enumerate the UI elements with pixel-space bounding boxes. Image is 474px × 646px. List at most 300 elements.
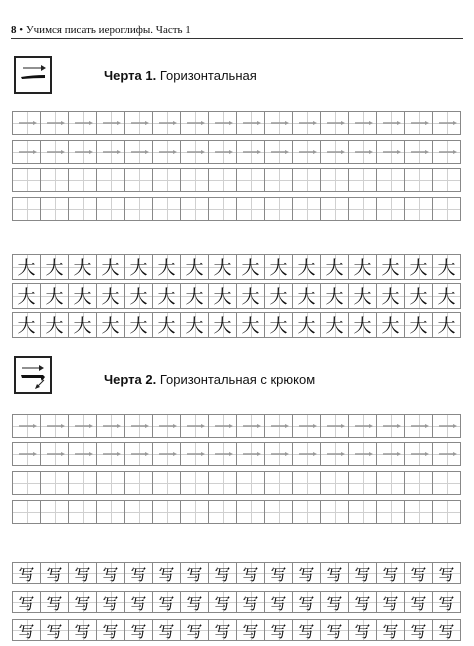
character-glyph: 大 — [353, 258, 372, 279]
trace-stroke — [69, 141, 98, 165]
guide-line-horizontal — [377, 512, 404, 513]
character-glyph: 大 — [185, 287, 204, 308]
character-cell — [208, 283, 237, 309]
page-header — [11, 24, 463, 39]
character-glyph: 大 — [213, 316, 232, 337]
trace-cell — [96, 140, 125, 164]
character-row — [12, 283, 461, 309]
trace-stroke — [349, 415, 378, 439]
guide-line-horizontal — [293, 209, 320, 210]
trace-stroke — [433, 112, 462, 136]
practice-cell — [180, 168, 209, 192]
character-cell — [292, 312, 321, 338]
character-glyph: 写 — [214, 564, 231, 584]
character-glyph: 大 — [157, 287, 176, 308]
character-glyph: 写 — [438, 593, 455, 613]
practice-cell — [432, 197, 461, 221]
trace-stroke — [265, 415, 294, 439]
trace-stroke — [97, 141, 126, 165]
guide-line-horizontal — [265, 209, 292, 210]
trace-stroke — [237, 415, 266, 439]
horizontal-stroke-icon — [14, 56, 52, 94]
character-cell — [348, 562, 377, 584]
trace-stroke — [321, 443, 350, 467]
character-cell — [292, 562, 321, 584]
character-glyph: 写 — [158, 621, 175, 641]
trace-stroke — [13, 443, 42, 467]
practice-cell — [152, 168, 181, 192]
practice-cell — [376, 471, 405, 495]
header-bullet: • — [19, 24, 24, 36]
trace-cell — [12, 442, 41, 466]
guide-line-horizontal — [153, 483, 180, 484]
practice-cell — [236, 197, 265, 221]
guide-line-horizontal — [97, 209, 124, 210]
trace-row — [12, 442, 461, 466]
character-row — [12, 591, 461, 613]
trace-cell — [208, 111, 237, 135]
character-glyph: 写 — [46, 564, 63, 584]
trace-cell — [180, 414, 209, 438]
trace-stroke — [153, 112, 182, 136]
trace-cell — [12, 414, 41, 438]
guide-line-horizontal — [265, 483, 292, 484]
guide-line-horizontal — [153, 512, 180, 513]
trace-stroke — [209, 415, 238, 439]
guide-line-horizontal — [97, 512, 124, 513]
character-cell — [40, 254, 69, 280]
practice-cell — [180, 197, 209, 221]
character-glyph: 写 — [438, 621, 455, 641]
practice-cell — [208, 197, 237, 221]
character-cell — [96, 283, 125, 309]
character-glyph: 大 — [381, 258, 400, 279]
trace-stroke — [69, 443, 98, 467]
trace-stroke — [125, 443, 154, 467]
character-glyph: 大 — [73, 258, 92, 279]
character-glyph: 大 — [325, 287, 344, 308]
trace-stroke — [377, 141, 406, 165]
trace-cell — [40, 140, 69, 164]
trace-cell — [208, 414, 237, 438]
guide-line-horizontal — [125, 180, 152, 181]
character-glyph: 写 — [326, 621, 343, 641]
character-cell — [180, 562, 209, 584]
practice-cell — [404, 500, 433, 524]
trace-cell — [68, 414, 97, 438]
character-cell — [180, 619, 209, 641]
character-cell — [96, 619, 125, 641]
character-cell — [432, 283, 461, 309]
section-1-title — [104, 68, 257, 83]
character-glyph: 写 — [74, 621, 91, 641]
character-glyph: 写 — [410, 621, 427, 641]
character-glyph: 大 — [325, 316, 344, 337]
character-glyph: 写 — [354, 564, 371, 584]
character-cell — [320, 312, 349, 338]
character-cell — [96, 562, 125, 584]
character-glyph: 大 — [101, 316, 120, 337]
guide-line-horizontal — [377, 180, 404, 181]
practice-cell — [432, 500, 461, 524]
section-1-title-number: Черта 1. — [104, 68, 157, 83]
character-glyph: 写 — [214, 593, 231, 613]
guide-line-horizontal — [433, 209, 460, 210]
guide-line-horizontal — [153, 180, 180, 181]
character-cell — [180, 254, 209, 280]
character-cell — [432, 619, 461, 641]
practice-cell — [208, 471, 237, 495]
guide-line-horizontal — [181, 483, 208, 484]
character-cell — [236, 283, 265, 309]
trace-cell — [152, 414, 181, 438]
character-glyph: 大 — [437, 316, 456, 337]
character-glyph: 写 — [130, 593, 147, 613]
practice-cell — [376, 197, 405, 221]
trace-cell — [40, 111, 69, 135]
trace-cell — [432, 140, 461, 164]
practice-cell — [40, 168, 69, 192]
practice-cell — [68, 197, 97, 221]
guide-line-horizontal — [237, 180, 264, 181]
character-glyph: 写 — [18, 564, 35, 584]
guide-line-horizontal — [237, 512, 264, 513]
guide-line-horizontal — [293, 483, 320, 484]
trace-cell — [320, 140, 349, 164]
practice-row — [12, 168, 461, 192]
character-glyph: 写 — [382, 621, 399, 641]
character-cell — [348, 283, 377, 309]
character-glyph: 写 — [326, 564, 343, 584]
trace-cell — [292, 414, 321, 438]
practice-cell — [292, 168, 321, 192]
character-cell — [404, 254, 433, 280]
guide-line-horizontal — [41, 180, 68, 181]
character-glyph: 写 — [18, 593, 35, 613]
guide-line-horizontal — [97, 483, 124, 484]
character-glyph: 大 — [269, 258, 288, 279]
trace-stroke — [237, 443, 266, 467]
practice-cell — [124, 500, 153, 524]
trace-stroke — [209, 112, 238, 136]
trace-cell — [348, 442, 377, 466]
character-glyph: 大 — [73, 287, 92, 308]
guide-line-horizontal — [181, 209, 208, 210]
trace-stroke — [41, 141, 70, 165]
character-glyph: 大 — [73, 316, 92, 337]
character-cell — [12, 283, 41, 309]
trace-stroke — [433, 415, 462, 439]
trace-cell — [432, 111, 461, 135]
trace-cell — [236, 111, 265, 135]
character-cell — [12, 562, 41, 584]
trace-cell — [264, 414, 293, 438]
trace-cell — [12, 111, 41, 135]
character-glyph: 大 — [185, 258, 204, 279]
character-glyph: 大 — [17, 258, 36, 279]
character-cell — [348, 312, 377, 338]
character-glyph: 大 — [185, 316, 204, 337]
practice-cell — [40, 500, 69, 524]
character-cell — [152, 312, 181, 338]
guide-line-horizontal — [377, 483, 404, 484]
guide-line-horizontal — [13, 180, 40, 181]
practice-cell — [40, 197, 69, 221]
practice-cell — [432, 471, 461, 495]
character-cell — [348, 591, 377, 613]
character-cell — [348, 254, 377, 280]
trace-cell — [180, 442, 209, 466]
trace-cell — [68, 140, 97, 164]
character-glyph: 写 — [298, 564, 315, 584]
character-cell — [12, 619, 41, 641]
character-glyph: 大 — [157, 258, 176, 279]
guide-line-horizontal — [209, 483, 236, 484]
character-cell — [432, 312, 461, 338]
trace-cell — [96, 442, 125, 466]
practice-cell — [152, 197, 181, 221]
trace-stroke — [265, 112, 294, 136]
practice-cell — [68, 168, 97, 192]
character-cell — [152, 619, 181, 641]
character-cell — [152, 562, 181, 584]
guide-line-horizontal — [125, 483, 152, 484]
trace-stroke — [321, 415, 350, 439]
trace-stroke — [433, 443, 462, 467]
character-glyph: 写 — [410, 593, 427, 613]
guide-line-horizontal — [181, 180, 208, 181]
character-cell — [376, 619, 405, 641]
guide-line-horizontal — [265, 180, 292, 181]
practice-cell — [292, 471, 321, 495]
trace-cell — [180, 111, 209, 135]
character-cell — [292, 254, 321, 280]
character-cell — [404, 312, 433, 338]
practice-cell — [292, 500, 321, 524]
practice-cell — [12, 197, 41, 221]
guide-line-horizontal — [153, 209, 180, 210]
trace-cell — [12, 140, 41, 164]
character-cell — [12, 591, 41, 613]
character-glyph: 大 — [241, 258, 260, 279]
practice-cell — [96, 500, 125, 524]
guide-line-horizontal — [433, 512, 460, 513]
trace-row — [12, 140, 461, 164]
section-2-title-text: Горизонтальная с крюком — [159, 372, 316, 387]
trace-stroke — [181, 112, 210, 136]
guide-line-horizontal — [293, 180, 320, 181]
character-glyph: 大 — [129, 258, 148, 279]
practice-cell — [96, 197, 125, 221]
trace-stroke — [293, 141, 322, 165]
guide-line-horizontal — [349, 483, 376, 484]
character-cell — [348, 619, 377, 641]
trace-cell — [376, 111, 405, 135]
trace-stroke — [97, 443, 126, 467]
character-cell — [40, 591, 69, 613]
practice-cell — [404, 197, 433, 221]
practice-cell — [320, 500, 349, 524]
character-glyph: 写 — [298, 593, 315, 613]
practice-row — [12, 471, 461, 495]
practice-cell — [236, 471, 265, 495]
trace-cell — [124, 442, 153, 466]
trace-cell — [348, 140, 377, 164]
character-glyph: 大 — [297, 258, 316, 279]
practice-cell — [12, 500, 41, 524]
character-cell — [376, 283, 405, 309]
trace-cell — [264, 111, 293, 135]
trace-stroke — [13, 112, 42, 136]
character-cell — [376, 591, 405, 613]
character-glyph: 大 — [381, 287, 400, 308]
character-cell — [124, 312, 153, 338]
character-cell — [376, 312, 405, 338]
practice-cell — [264, 500, 293, 524]
guide-line-horizontal — [209, 209, 236, 210]
character-cell — [292, 591, 321, 613]
character-glyph: 大 — [269, 316, 288, 337]
character-cell — [292, 619, 321, 641]
practice-cell — [348, 500, 377, 524]
trace-stroke — [349, 141, 378, 165]
practice-cell — [124, 168, 153, 192]
character-glyph: 写 — [18, 621, 35, 641]
character-cell — [124, 283, 153, 309]
practice-cell — [292, 197, 321, 221]
trace-cell — [152, 442, 181, 466]
trace-stroke — [41, 443, 70, 467]
trace-cell — [376, 414, 405, 438]
guide-line-horizontal — [405, 209, 432, 210]
character-glyph: 大 — [213, 287, 232, 308]
trace-stroke — [405, 415, 434, 439]
character-cell — [264, 283, 293, 309]
practice-row — [12, 500, 461, 524]
trace-cell — [264, 442, 293, 466]
practice-cell — [432, 168, 461, 192]
trace-stroke — [237, 112, 266, 136]
guide-line-horizontal — [237, 483, 264, 484]
section-2-title — [104, 372, 315, 387]
guide-line-horizontal — [69, 483, 96, 484]
trace-cell — [404, 111, 433, 135]
trace-stroke — [181, 443, 210, 467]
practice-cell — [348, 168, 377, 192]
trace-cell — [96, 414, 125, 438]
character-cell — [68, 562, 97, 584]
horizontal-hook-stroke-icon — [14, 356, 52, 394]
character-glyph: 大 — [353, 316, 372, 337]
character-cell — [68, 283, 97, 309]
character-glyph: 大 — [101, 258, 120, 279]
character-cell — [264, 312, 293, 338]
guide-line-horizontal — [377, 209, 404, 210]
trace-stroke — [41, 112, 70, 136]
practice-cell — [152, 471, 181, 495]
trace-stroke — [433, 141, 462, 165]
trace-cell — [404, 442, 433, 466]
trace-stroke — [97, 112, 126, 136]
trace-cell — [40, 414, 69, 438]
guide-line-horizontal — [405, 512, 432, 513]
practice-cell — [376, 168, 405, 192]
character-row — [12, 619, 461, 641]
practice-row — [12, 197, 461, 221]
guide-line-horizontal — [69, 512, 96, 513]
character-cell — [96, 591, 125, 613]
guide-line-horizontal — [433, 483, 460, 484]
character-cell — [124, 591, 153, 613]
character-cell — [320, 562, 349, 584]
trace-cell — [152, 140, 181, 164]
guide-line-horizontal — [97, 180, 124, 181]
character-cell — [68, 591, 97, 613]
trace-stroke — [293, 112, 322, 136]
character-cell — [236, 312, 265, 338]
practice-cell — [320, 197, 349, 221]
guide-line-horizontal — [405, 180, 432, 181]
practice-cell — [12, 168, 41, 192]
character-glyph: 大 — [101, 287, 120, 308]
character-cell — [152, 591, 181, 613]
character-glyph: 写 — [242, 564, 259, 584]
character-cell — [320, 619, 349, 641]
character-cell — [180, 591, 209, 613]
character-cell — [320, 591, 349, 613]
character-glyph: 大 — [213, 258, 232, 279]
character-cell — [180, 283, 209, 309]
character-cell — [208, 562, 237, 584]
character-cell — [264, 619, 293, 641]
character-cell — [236, 591, 265, 613]
practice-cell — [264, 197, 293, 221]
character-glyph: 写 — [382, 564, 399, 584]
character-row — [12, 254, 461, 280]
practice-cell — [180, 500, 209, 524]
trace-cell — [236, 140, 265, 164]
trace-stroke — [69, 415, 98, 439]
character-glyph: 写 — [438, 564, 455, 584]
practice-cell — [68, 471, 97, 495]
character-glyph: 写 — [130, 621, 147, 641]
guide-line-horizontal — [209, 512, 236, 513]
character-glyph: 大 — [353, 287, 372, 308]
character-glyph: 写 — [186, 621, 203, 641]
character-glyph: 写 — [354, 593, 371, 613]
trace-cell — [320, 442, 349, 466]
trace-stroke — [293, 443, 322, 467]
character-cell — [12, 254, 41, 280]
trace-stroke — [209, 443, 238, 467]
guide-line-horizontal — [13, 209, 40, 210]
trace-cell — [292, 111, 321, 135]
character-glyph: 大 — [409, 316, 428, 337]
character-glyph: 写 — [74, 564, 91, 584]
character-cell — [432, 562, 461, 584]
trace-stroke — [349, 443, 378, 467]
trace-stroke — [209, 141, 238, 165]
trace-cell — [264, 140, 293, 164]
character-cell — [96, 254, 125, 280]
character-cell — [208, 619, 237, 641]
guide-line-horizontal — [433, 180, 460, 181]
trace-stroke — [321, 112, 350, 136]
character-cell — [208, 254, 237, 280]
character-cell — [404, 591, 433, 613]
character-glyph: 大 — [241, 287, 260, 308]
practice-cell — [264, 471, 293, 495]
